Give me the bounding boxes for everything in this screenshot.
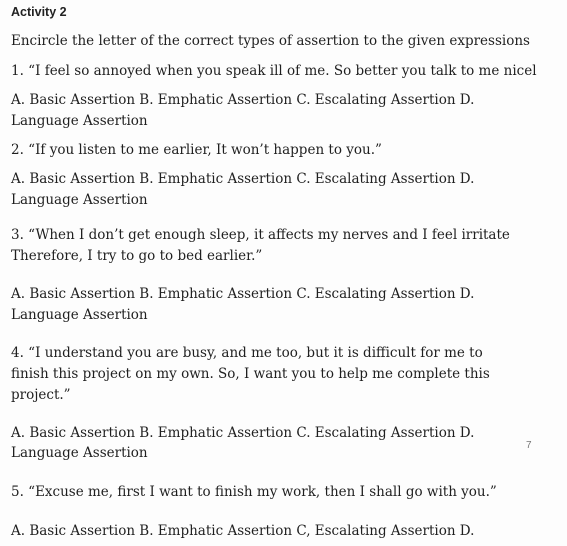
page-number: 7 <box>526 440 532 451</box>
question-5-line-1: 5. “Excuse me, first I want to finish my work, then I shall go with you.” <box>11 484 497 500</box>
question-3-line-1: 3. “When I don’t get enough sleep, it affects my nerves and I feel irritate <box>11 227 510 243</box>
instruction-text: Encircle the letter of the correct types of assertion to the given expressions <box>11 33 530 49</box>
question-2-choices-line-2: Language Assertion <box>11 192 148 208</box>
question-1-choices-line-1: A. Basic Assertion B. Emphatic Assertion C. Escalating Assertion D. <box>11 92 475 108</box>
question-3-choices-line-2: Language Assertion <box>11 307 148 323</box>
question-1-line-1: 1. “I feel so annoyed when you speak ill of me. So better you talk to me nicel <box>11 63 537 79</box>
question-2-choices-line-1: A. Basic Assertion B. Emphatic Assertion C. Escalating Assertion D. <box>11 171 475 187</box>
activity-heading: Activity 2 <box>11 5 67 19</box>
question-4-line-2: finish this project on my own. So, I want you to help me complete this <box>11 366 490 382</box>
question-4-line-1: 4. “I understand you are busy, and me too, but it is difficult for me to <box>11 345 483 361</box>
question-4-choices-line-1: A. Basic Assertion B. Emphatic Assertion C. Escalating Assertion D. <box>11 425 475 441</box>
question-3-choices-line-1: A. Basic Assertion B. Emphatic Assertion C. Escalating Assertion D. <box>11 286 475 302</box>
question-4-choices-line-2: Language Assertion <box>11 445 148 461</box>
question-5-choices-line-1: A. Basic Assertion B. Emphatic Assertion C, Escalating Assertion D. <box>11 523 475 539</box>
question-2-line-1: 2. “If you listen to me earlier, It won’t happen to you.” <box>11 142 382 158</box>
question-4-line-3: project.” <box>11 387 71 403</box>
question-1-choices-line-2: Language Assertion <box>11 113 148 129</box>
question-3-line-2: Therefore, I try to go to bed earlier.” <box>11 248 263 264</box>
